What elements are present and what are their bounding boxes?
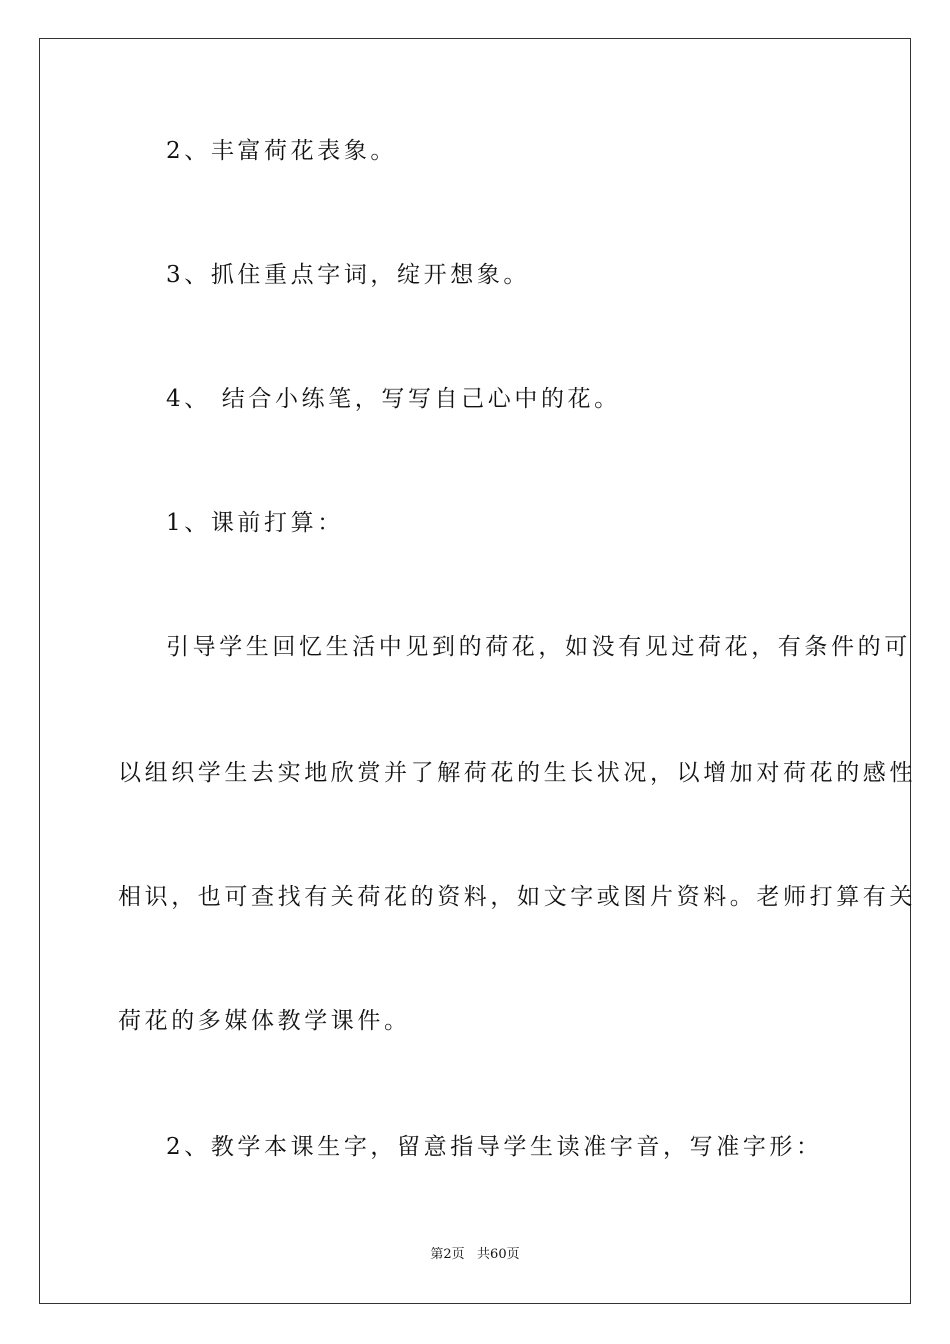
list-item: 4、 结合小练笔，写写自己心中的花。 <box>166 386 621 412</box>
page-footer: 第2页 共60页 <box>430 1247 520 1262</box>
list-item: 2、丰富荷花表象。 <box>166 138 398 164</box>
paragraph-line: 相识，也可查找有关荷花的资料，如文字或图片资料。老师打算有关 <box>118 884 916 910</box>
paragraph-line: 荷花的多媒体教学课件。 <box>118 1008 411 1034</box>
paragraph-line: 以组织学生去实地欣赏并了解荷花的生长状况，以增加对荷花的感性 <box>118 760 916 786</box>
list-item: 3、抓住重点字词，绽开想象。 <box>166 262 531 288</box>
list-item: 2、教学本课生字，留意指导学生读准字音，写准字形： <box>166 1134 823 1160</box>
list-item: 1、课前打算： <box>166 510 344 536</box>
page-border <box>39 38 911 1304</box>
paragraph-line: 引导学生回忆生活中见到的荷花，如没有见过荷花，有条件的可 <box>166 634 911 660</box>
